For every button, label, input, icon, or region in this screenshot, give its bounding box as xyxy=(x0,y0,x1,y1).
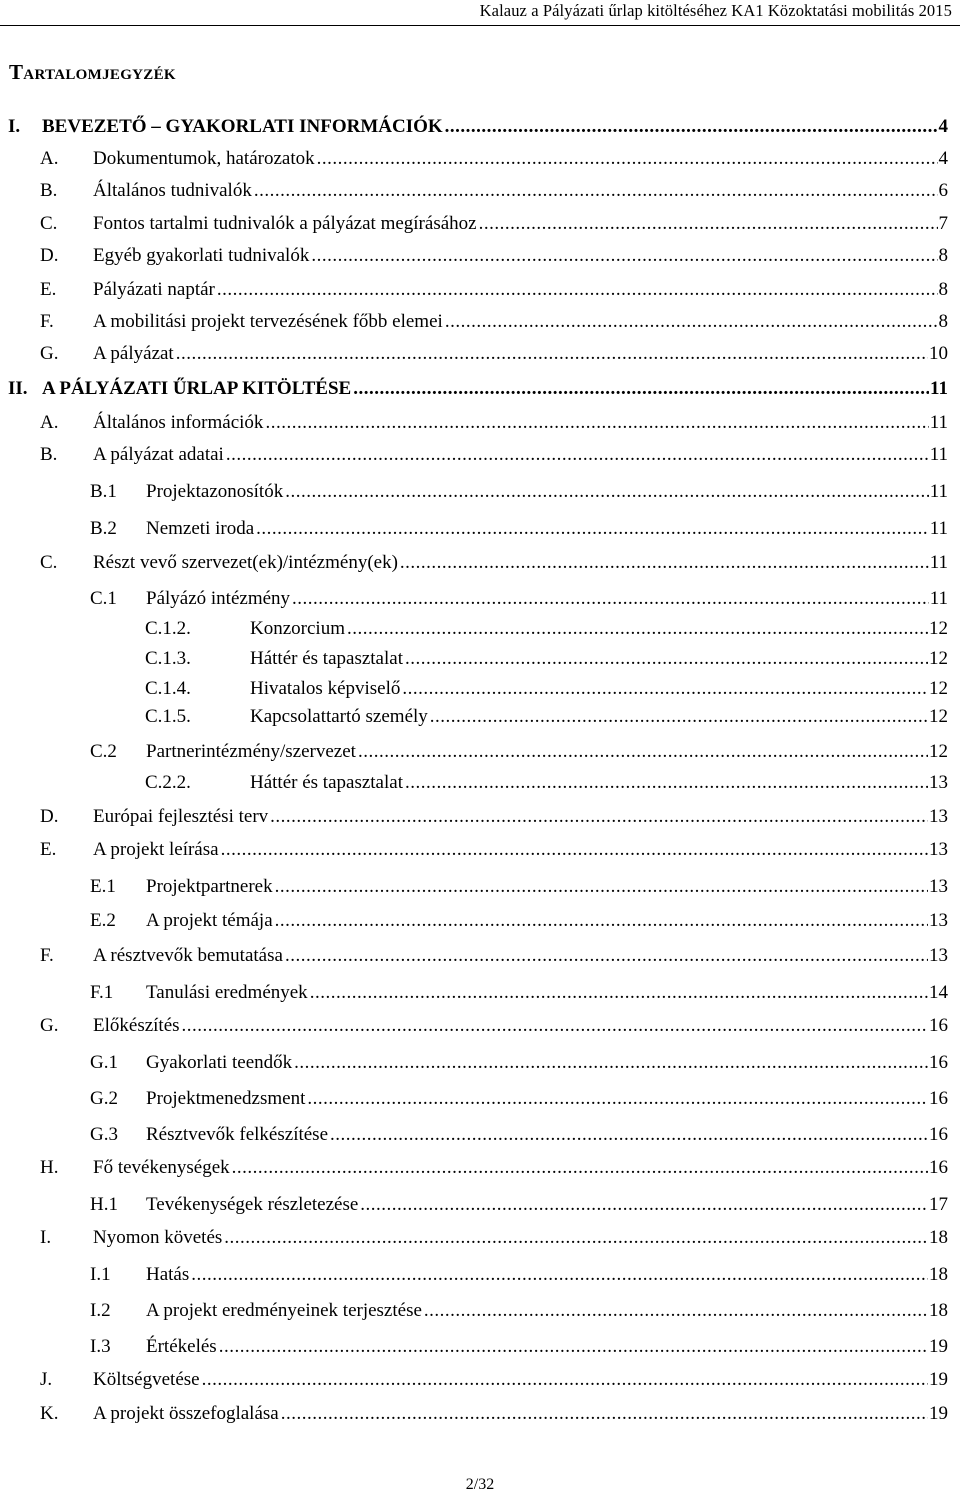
toc-dot-leader xyxy=(330,1123,928,1147)
toc-entry-page: 12 xyxy=(929,741,948,762)
toc-dot-leader xyxy=(430,705,928,729)
toc-dot-leader xyxy=(176,342,928,366)
toc-entry-number: C.1.2. xyxy=(145,618,191,639)
toc-entry-page: 12 xyxy=(929,678,948,699)
toc-dot-leader xyxy=(221,838,928,862)
page-number: 2/32 xyxy=(465,1476,495,1493)
toc-entry-number: F.1 xyxy=(90,982,114,1003)
toc-entry-page: 18 xyxy=(929,1264,948,1285)
toc-entry-page: 16 xyxy=(929,1015,948,1036)
toc-entry-title: Projektpartnerek xyxy=(146,876,273,897)
toc-dot-leader xyxy=(270,805,928,829)
toc-entry-title: Hatás xyxy=(146,1264,190,1285)
toc-dot-leader xyxy=(285,944,928,968)
toc-entry-title: A mobilitási projekt tervezésének főbb elemei xyxy=(93,311,443,332)
toc-entry[interactable] xyxy=(0,647,960,671)
toc-dot-leader xyxy=(182,1014,928,1038)
toc-dot-leader xyxy=(285,480,929,504)
toc-dot-leader xyxy=(402,677,928,701)
toc-entry-page: 4 xyxy=(938,148,948,169)
toc-entry-page: 8 xyxy=(938,279,948,300)
toc-entry-page: 18 xyxy=(929,1227,948,1248)
toc-entry-page: 6 xyxy=(938,180,948,201)
toc-entry-title: Pályázati naptár xyxy=(93,279,215,300)
toc-entry-number: D. xyxy=(40,245,59,266)
toc-dot-leader xyxy=(307,1087,928,1111)
toc-entry-number: F. xyxy=(40,311,54,332)
toc-entry[interactable] xyxy=(0,909,960,933)
toc-entry-title: A projekt összefoglalása xyxy=(93,1403,279,1424)
toc-entry-title: Előkészítés xyxy=(93,1015,180,1036)
toc-entry-title: Általános információk xyxy=(93,412,264,433)
toc-entry[interactable] xyxy=(0,771,960,795)
toc-entry-page: 19 xyxy=(929,1369,948,1390)
toc-entry-title: Egyéb gyakorlati tudnivalók xyxy=(93,245,310,266)
toc-dot-leader xyxy=(347,617,928,641)
toc-entry[interactable] xyxy=(0,1226,960,1250)
toc-entry-page: 12 xyxy=(929,648,948,669)
toc-entry[interactable] xyxy=(0,310,960,334)
toc-entry[interactable] xyxy=(0,944,960,968)
toc-entry-number: B. xyxy=(40,444,58,465)
toc-dot-leader xyxy=(405,647,928,671)
toc-entry-title: A PÁLYÁZATI ŰRLAP KITÖLTÉSE xyxy=(42,378,352,399)
toc-entry-title: Háttér és tapasztalat xyxy=(250,648,403,669)
toc-entry[interactable] xyxy=(0,212,960,236)
toc-entry-title: Kapcsolattartó személy xyxy=(250,706,428,727)
toc-entry-number: C.1.4. xyxy=(145,678,191,699)
toc-dot-leader xyxy=(445,115,938,139)
toc-entry[interactable] xyxy=(0,377,960,401)
toc-entry[interactable] xyxy=(0,1368,960,1392)
toc-entry[interactable] xyxy=(0,115,960,139)
toc-entry-title: Nemzeti iroda xyxy=(146,518,255,539)
toc-entry-page: 12 xyxy=(929,618,948,639)
toc-entry-title: Tevékenységek részletezése xyxy=(146,1194,359,1215)
toc-entry-title: Résztvevők felkészítése xyxy=(146,1124,329,1145)
toc-entry-page: 13 xyxy=(929,910,948,931)
toc-entry[interactable] xyxy=(0,740,960,764)
toc-dot-leader xyxy=(292,587,929,611)
toc-entry-title: Pályázó intézmény xyxy=(146,588,291,609)
toc-entry-page: 11 xyxy=(929,552,948,573)
toc-entry[interactable] xyxy=(0,244,960,268)
toc-entry[interactable] xyxy=(0,1123,960,1147)
toc-entry[interactable] xyxy=(0,147,960,171)
toc-entry-title: A résztvevők bemutatása xyxy=(93,945,283,966)
toc-entry-title: Projektazonosítók xyxy=(146,481,284,502)
toc-entry-page: 13 xyxy=(929,772,948,793)
toc-dot-leader xyxy=(224,1226,928,1250)
toc-entry-page: 11 xyxy=(929,481,948,502)
toc-entry-title: Konzorcium xyxy=(250,618,345,639)
toc-entry-number: C.2 xyxy=(90,741,117,762)
toc-entry-number: B.1 xyxy=(90,481,117,502)
toc-entry-page: 11 xyxy=(929,412,948,433)
toc-entry[interactable] xyxy=(0,551,960,575)
toc-entry[interactable] xyxy=(0,875,960,899)
toc-entry[interactable] xyxy=(0,1402,960,1426)
toc-entry-number: I.2 xyxy=(90,1300,111,1321)
toc-entry-page: 4 xyxy=(938,116,948,137)
toc-dot-leader xyxy=(265,411,928,435)
toc-entry[interactable] xyxy=(0,1193,960,1217)
toc-entry-number: II. xyxy=(8,378,28,399)
toc-entry-page: 12 xyxy=(929,706,948,727)
toc-entry[interactable] xyxy=(0,1014,960,1038)
toc-dot-leader xyxy=(358,740,928,764)
toc-entry-page: 18 xyxy=(929,1300,948,1321)
toc-entry-title: Költségvetése xyxy=(93,1369,200,1390)
toc-entry-number: C.2.2. xyxy=(145,772,191,793)
toc-entry-page: 11 xyxy=(929,444,948,465)
toc-entry[interactable] xyxy=(0,179,960,203)
toc-entry-number: J. xyxy=(40,1369,53,1390)
toc-dot-leader xyxy=(310,981,928,1005)
toc-entry-page: 13 xyxy=(929,876,948,897)
toc-entry[interactable] xyxy=(0,278,960,302)
toc-entry-number: E. xyxy=(40,279,57,300)
toc-entry-title: A pályázat xyxy=(93,343,174,364)
toc-dot-leader xyxy=(191,1263,928,1287)
toc-entry-title: BEVEZETŐ – GYAKORLATI INFORMÁCIÓK xyxy=(42,116,443,137)
toc-entry-title: Részt vevő szervezet(ek)/intézmény(ek) xyxy=(93,552,398,573)
toc-entry-number: B.2 xyxy=(90,518,117,539)
toc-entry-number: I.3 xyxy=(90,1336,111,1357)
toc-entry-page: 16 xyxy=(929,1124,948,1145)
toc-entry-page: 11 xyxy=(930,378,948,399)
toc-dot-leader xyxy=(256,517,929,541)
toc-entry-title: A projekt témája xyxy=(146,910,273,931)
toc-entry-title: A pályázat adatai xyxy=(93,444,224,465)
toc-entry-title: Nyomon követés xyxy=(93,1227,223,1248)
toc-entry-number: I.1 xyxy=(90,1264,111,1285)
toc-dot-leader xyxy=(294,1051,928,1075)
toc-entry-title: Hivatalos képviselő xyxy=(250,678,401,699)
toc-dot-leader xyxy=(219,1335,928,1359)
toc-dot-leader xyxy=(479,212,938,236)
toc-entry-page: 17 xyxy=(929,1194,948,1215)
toc-dot-leader xyxy=(360,1193,928,1217)
toc-entry-page: 13 xyxy=(929,839,948,860)
toc-entry-number: C. xyxy=(40,213,58,234)
toc-entry[interactable] xyxy=(0,838,960,862)
toc-entry-title: Gyakorlati teendők xyxy=(146,1052,293,1073)
toc-entry-title: A projekt leírása xyxy=(93,839,219,860)
toc-entry-number: K. xyxy=(40,1403,59,1424)
toc-entry-page: 8 xyxy=(938,245,948,266)
toc-entry-number: F. xyxy=(40,945,54,966)
toc-entry-title: Általános tudnivalók xyxy=(93,180,252,201)
toc-entry-title: Partnerintézmény/szervezet xyxy=(146,741,356,762)
toc-entry-number: I. xyxy=(40,1227,52,1248)
toc-dot-leader xyxy=(254,179,938,203)
toc-entry[interactable] xyxy=(0,981,960,1005)
toc-dot-leader xyxy=(405,771,928,795)
toc-entry-title: A projekt eredményeinek terjesztése xyxy=(146,1300,422,1321)
toc-entry-page: 16 xyxy=(929,1157,948,1178)
toc-entry-number: I. xyxy=(8,116,21,137)
toc-entry[interactable] xyxy=(0,617,960,641)
toc-dot-leader xyxy=(226,443,929,467)
toc-entry-title: Projektmenedzsment xyxy=(146,1088,306,1109)
toc-entry-page: 13 xyxy=(929,945,948,966)
toc-entry-page: 10 xyxy=(929,343,948,364)
toc-entry[interactable] xyxy=(0,411,960,435)
toc-entry[interactable] xyxy=(0,480,960,504)
toc-entry-number: G.1 xyxy=(90,1052,118,1073)
toc-entry[interactable] xyxy=(0,1299,960,1323)
toc-entry[interactable] xyxy=(0,805,960,829)
toc-dot-leader xyxy=(353,377,929,401)
toc-entry-number: H. xyxy=(40,1157,59,1178)
toc-entry-title: Fő tevékenységek xyxy=(93,1157,230,1178)
toc-entry-number: B. xyxy=(40,180,58,201)
toc-entry-number: G. xyxy=(40,1015,59,1036)
toc-dot-leader xyxy=(275,875,928,899)
toc-entry-number: E.2 xyxy=(90,910,116,931)
toc-entry[interactable] xyxy=(0,587,960,611)
toc-entry-number: G.2 xyxy=(90,1088,118,1109)
toc-entry-page: 14 xyxy=(929,982,948,1003)
toc-entry-page: 13 xyxy=(929,806,948,827)
toc-entry-number: E. xyxy=(40,839,57,860)
toc-entry-title: Tanulási eredmények xyxy=(146,982,308,1003)
toc-entry-page: 16 xyxy=(929,1088,948,1109)
toc-entry[interactable] xyxy=(0,517,960,541)
toc-entry[interactable] xyxy=(0,705,960,729)
toc-dot-leader xyxy=(217,278,938,302)
toc-entry[interactable] xyxy=(0,677,960,701)
toc-entry-title: Értékelés xyxy=(146,1336,217,1357)
toc-entry-title: Fontos tartalmi tudnivalók a pályázat megírásához xyxy=(93,213,477,234)
toc-dot-leader xyxy=(317,147,938,171)
running-header: Kalauz a Pályázati űrlap kitöltéséhez KA1 Közoktatási mobilitás 2015 xyxy=(479,1,952,20)
toc-dot-leader xyxy=(400,551,929,575)
toc-entry-number: C.1.5. xyxy=(145,706,191,727)
toc-dot-leader xyxy=(232,1156,928,1180)
toc-entry-number: D. xyxy=(40,806,59,827)
toc-entry-number: C. xyxy=(40,552,58,573)
toc-entry-page: 8 xyxy=(938,311,948,332)
toc-dot-leader xyxy=(275,909,928,933)
toc-entry-page: 7 xyxy=(938,213,948,234)
toc-entry[interactable] xyxy=(0,1156,960,1180)
toc-entry[interactable] xyxy=(0,342,960,366)
toc-entry-number: A. xyxy=(40,412,59,433)
toc-entry-page: 16 xyxy=(929,1052,948,1073)
toc-dot-leader xyxy=(202,1368,928,1392)
toc-entry-page: 11 xyxy=(929,518,948,539)
header-divider xyxy=(0,25,960,26)
toc-dot-leader xyxy=(445,310,938,334)
toc-entry-title: Háttér és tapasztalat xyxy=(250,772,403,793)
toc-dot-leader xyxy=(311,244,937,268)
toc-entry-page: 11 xyxy=(929,588,948,609)
toc-entry-title: Európai fejlesztési terv xyxy=(93,806,269,827)
toc-dot-leader xyxy=(281,1402,928,1426)
toc-entry[interactable] xyxy=(0,443,960,467)
toc-entry-page: 19 xyxy=(929,1403,948,1424)
toc-entry[interactable] xyxy=(0,1263,960,1287)
toc-entry-number: H.1 xyxy=(90,1194,118,1215)
toc-entry-number: C.1.3. xyxy=(145,648,191,669)
toc-entry-number: A. xyxy=(40,148,59,169)
toc-entry[interactable] xyxy=(0,1051,960,1075)
toc-entry[interactable] xyxy=(0,1335,960,1359)
toc-entry-title: Dokumentumok, határozatok xyxy=(93,148,315,169)
toc-entry-number: G.3 xyxy=(90,1124,118,1145)
toc-dot-leader xyxy=(424,1299,928,1323)
toc-entry-number: C.1 xyxy=(90,588,117,609)
toc-title: Tartalomjegyzék xyxy=(9,60,176,84)
toc-entry[interactable] xyxy=(0,1087,960,1111)
toc-entry-number: G. xyxy=(40,343,59,364)
toc-entry-number: E.1 xyxy=(90,876,116,897)
toc-entry-page: 19 xyxy=(929,1336,948,1357)
